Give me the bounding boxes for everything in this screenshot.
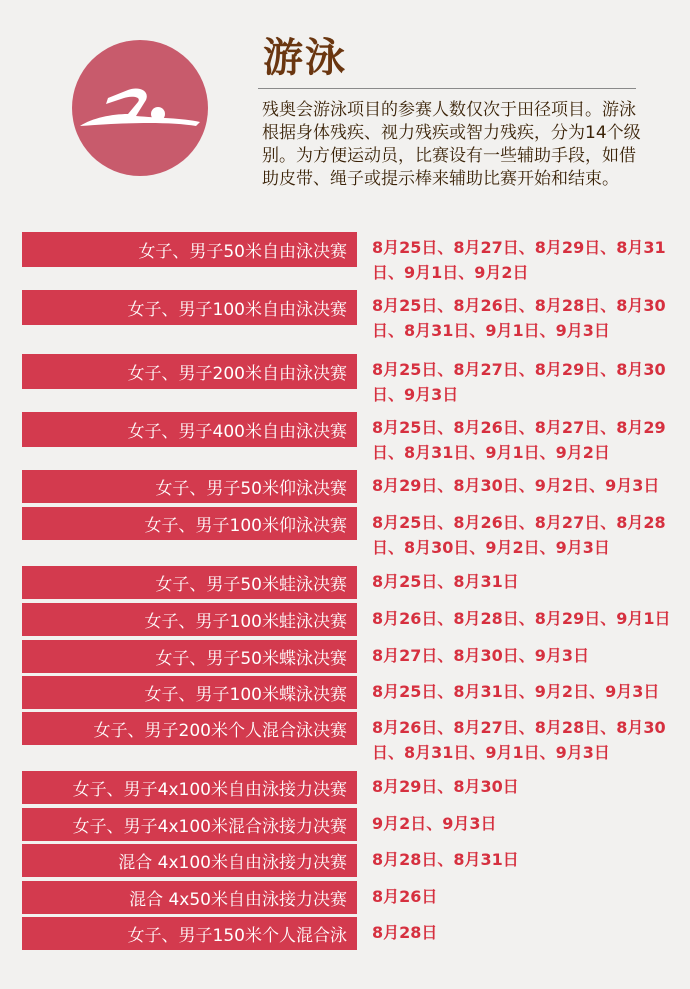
event-label: 女子、男子4x100米混合泳接力决赛	[22, 808, 357, 841]
event-dates: 8月26日、8月28日、8月29日、9月1日	[372, 609, 671, 628]
event-label: 女子、男子100米自由泳决赛	[22, 290, 357, 325]
swimmer-icon	[72, 40, 208, 176]
event-dates: 8月25日、8月26日、8月27日、8月29日、8月31日、9月1日、9月2日	[372, 418, 666, 462]
event-dates: 8月25日、8月26日、8月27日、8月28日、8月30日、9月2日、9月3日	[372, 513, 666, 557]
event-label: 女子、男子50米蝶泳决赛	[22, 640, 357, 673]
event-label: 女子、男子4x100米自由泳接力决赛	[22, 771, 357, 804]
event-label: 女子、男子400米自由泳决赛	[22, 412, 357, 447]
event-label: 混合 4x100米自由泳接力决赛	[22, 844, 357, 877]
event-label: 女子、男子50米蛙泳决赛	[22, 566, 357, 599]
event-dates: 8月26日、8月27日、8月28日、8月30日、8月31日、9月1日、9月3日	[372, 718, 666, 762]
event-dates: 8月25日、8月27日、8月29日、8月31日、9月1日、9月2日	[372, 238, 666, 282]
title-divider	[258, 88, 636, 89]
swimming-pictogram	[72, 40, 208, 176]
event-dates: 8月28日	[372, 923, 438, 942]
sport-description: 残奥会游泳项目的参赛人数仅次于田径项目。游泳根据身体残疾、视力残疾或智力残疾，分为14个级别。为方便运动员，比赛设有一些辅助手段，如借助皮带、绳子或提示棒来辅助比赛开始和结束。	[262, 100, 641, 189]
event-label: 女子、男子200米个人混合泳决赛	[22, 712, 357, 745]
event-label: 女子、男子50米仰泳决赛	[22, 470, 357, 503]
event-label: 女子、男子150米个人混合泳	[22, 917, 357, 950]
event-label: 女子、男子50米自由泳决赛	[22, 232, 357, 267]
event-dates: 8月29日、8月30日、9月2日、9月3日	[372, 476, 660, 495]
event-label: 女子、男子100米蝶泳决赛	[22, 676, 357, 709]
event-label: 女子、男子100米仰泳决赛	[22, 507, 357, 540]
event-label: 女子、男子100米蛙泳决赛	[22, 603, 357, 636]
event-dates: 8月25日、8月26日、8月28日、8月30日、8月31日、9月1日、9月3日	[372, 296, 666, 340]
event-dates: 8月28日、8月31日	[372, 850, 519, 869]
event-label: 混合 4x50米自由泳接力决赛	[22, 881, 357, 914]
event-dates: 8月26日	[372, 887, 438, 906]
event-dates: 8月25日、8月31日	[372, 572, 519, 591]
event-dates: 8月29日、8月30日	[372, 777, 519, 796]
event-dates: 8月25日、8月27日、8月29日、8月30日、9月3日	[372, 360, 666, 404]
event-label: 女子、男子200米自由泳决赛	[22, 354, 357, 389]
page-title: 游泳	[263, 35, 347, 81]
event-dates: 9月2日、9月3日	[372, 814, 497, 833]
event-dates: 8月27日、8月30日、9月3日	[372, 646, 590, 665]
event-dates: 8月25日、8月31日、9月2日、9月3日	[372, 682, 660, 701]
